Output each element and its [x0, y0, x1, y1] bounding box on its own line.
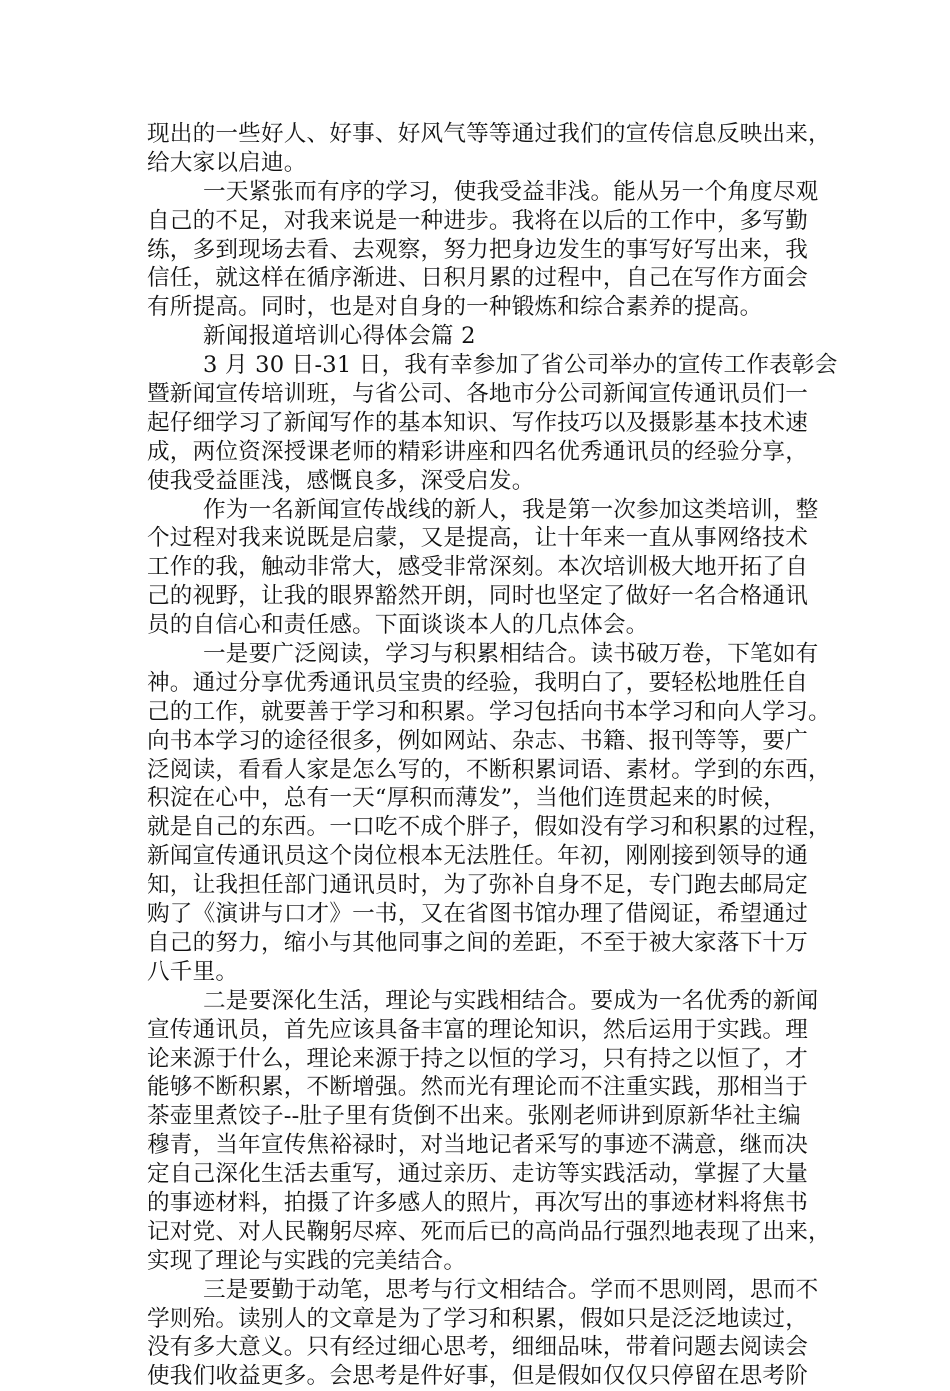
text-line: 向书本学习的途径很多，例如网站、杂志、书籍、报刊等等，要广 — [147, 727, 809, 754]
text-line: 二是要深化生活，理论与实践相结合。要成为一名优秀的新闻 — [203, 987, 819, 1014]
paragraph — [147, 351, 838, 495]
text-line: 信任，就这样在循序渐进、日积月累的过程中，自己在写作方面会 — [147, 265, 809, 292]
text-line: 神。通过分享优秀通讯员宝贵的经验，我明白了，要轻松地胜任自 — [147, 669, 809, 696]
text-line: 学则殆。读别人的文章是为了学习和积累，假如只是泛泛地读过， — [147, 1305, 809, 1332]
paragraph — [147, 1276, 819, 1391]
text-line: 茶壶里煮饺子--肚子里有货倒不出来。张刚老师讲到原新华社主编 — [147, 1103, 801, 1130]
text-line: 穆青，当年宣传焦裕禄时，对当地记者采写的事迹不满意，继而决 — [147, 1132, 809, 1159]
text-line: 给大家以启迪。 — [147, 149, 307, 176]
text-line: 己的视野，让我的眼界豁然开朗，同时也坚定了做好一名合格通讯 — [147, 583, 809, 610]
text-line: 个过程对我来说既是启蒙，又是提高，让十年来一直从事网络技术 — [147, 525, 809, 552]
text-line: 泛阅读，看看人家是怎么写的，不断积累词语、素材。学到的东西， — [147, 756, 831, 783]
text-line: 自己的不足，对我来说是一种进步。我将在以后的工作中，多写勤 — [147, 207, 809, 234]
paragraph — [147, 640, 831, 987]
text-line: 记对党、对人民鞠躬尽瘁、死而后已的高尚品行强烈地表现了出来， — [147, 1218, 831, 1245]
text-line: 己的工作，就要善于学习和积累。学习包括向书本学习和向人学习。 — [147, 698, 831, 725]
text-line: 一是要广泛阅读，学习与积累相结合。读书破万卷，下笔如有 — [203, 641, 819, 668]
text-line: 自己的努力，缩小与其他同事之间的差距，不至于被大家落下十万 — [147, 929, 809, 956]
text-line: 宣传通讯员，首先应该具备丰富的理论知识，然后运用于实践。理 — [147, 1016, 809, 1043]
body-text — [147, 120, 838, 1391]
text-line: 起仔细学习了新闻写作的基本知识、写作技巧以及摄影基本技术速 — [147, 409, 809, 436]
text-line: 新闻报道培训心得体会篇 2 — [203, 323, 476, 350]
text-line: 有所提高。同时，也是对自身的一种锻炼和综合素养的提高。 — [147, 294, 763, 321]
text-line: 使我受益匪浅，感慨良多，深受启发。 — [147, 467, 535, 494]
paragraph — [147, 120, 831, 178]
text-line: 作为一名新闻宣传战线的新人，我是第一次参加这类培训，整 — [203, 496, 819, 523]
text-line: 暨新闻宣传培训班，与省公司、各地市分公司新闻宣传通讯员们一 — [147, 381, 809, 408]
text-line: 三是要勤于动笔，思考与行文相结合。学而不思则罔，思而不 — [203, 1276, 819, 1303]
text-line: 八千里。 — [147, 958, 239, 985]
text-line: 一天紧张而有序的学习，使我受益非浅。能从另一个角度尽观 — [203, 178, 819, 205]
text-line: 购了《演讲与口才》一书，又在省图书馆办理了借阅证，希望通过 — [147, 901, 809, 928]
text-line: 新闻宣传通讯员这个岗位根本无法胜任。年初，刚刚接到领导的通 — [147, 843, 809, 870]
text-line: 成，两位资深授课老师的精彩讲座和四名优秀通讯员的经验分享， — [147, 438, 809, 465]
text-line: 知，让我担任部门通讯员时，为了弥补自身不足，专门跑去邮局定 — [147, 872, 809, 899]
text-line: 积淀在心中，总有一天“厚积而薄发”，当他们连贯起来的时候， — [147, 785, 786, 812]
text-line: 练，多到现场去看、去观察，努力把身边发生的事写好写出来，我 — [147, 236, 809, 263]
text-line: 论来源于什么，理论来源于持之以恒的学习，只有持之以恒了，才 — [147, 1045, 809, 1072]
text-line: 实现了理论与实践的完美结合。 — [147, 1247, 467, 1274]
text-line: 能够不断积累，不断增强。然而光有理论而不注重实践，那相当于 — [147, 1074, 809, 1101]
text-line: 定自己深化生活去重写，通过亲历、走访等实践活动，掌握了大量 — [147, 1161, 809, 1188]
text-line: 就是自己的东西。一口吃不成个胖子，假如没有学习和积累的过程， — [147, 814, 831, 841]
paragraph — [147, 496, 819, 640]
text-line: 现出的一些好人、好事、好风气等等通过我们的宣传信息反映出来， — [147, 121, 831, 147]
text-line: 3 月 30 日-31 日，我有幸参加了省公司举办的宣传工作表彰会 — [203, 352, 838, 379]
paragraph — [147, 987, 831, 1276]
section-heading — [147, 322, 807, 351]
text-line: 没有多大意义。只有经过细心思考，细细品味，带着问题去阅读会 — [147, 1334, 809, 1361]
text-line: 员的自信心和责任感。下面谈谈本人的几点体会。 — [147, 612, 649, 639]
paragraph — [147, 178, 819, 322]
text-line: 使我们收益更多。会思考是件好事，但是假如仅仅只停留在思考阶 — [147, 1363, 809, 1390]
text-line: 的事迹材料，拍摄了许多感人的照片，再次写出的事迹材料将焦书 — [147, 1189, 809, 1216]
text-line: 工作的我，触动非常大，感受非常深刻。本次培训极大地开拓了自 — [147, 554, 809, 581]
